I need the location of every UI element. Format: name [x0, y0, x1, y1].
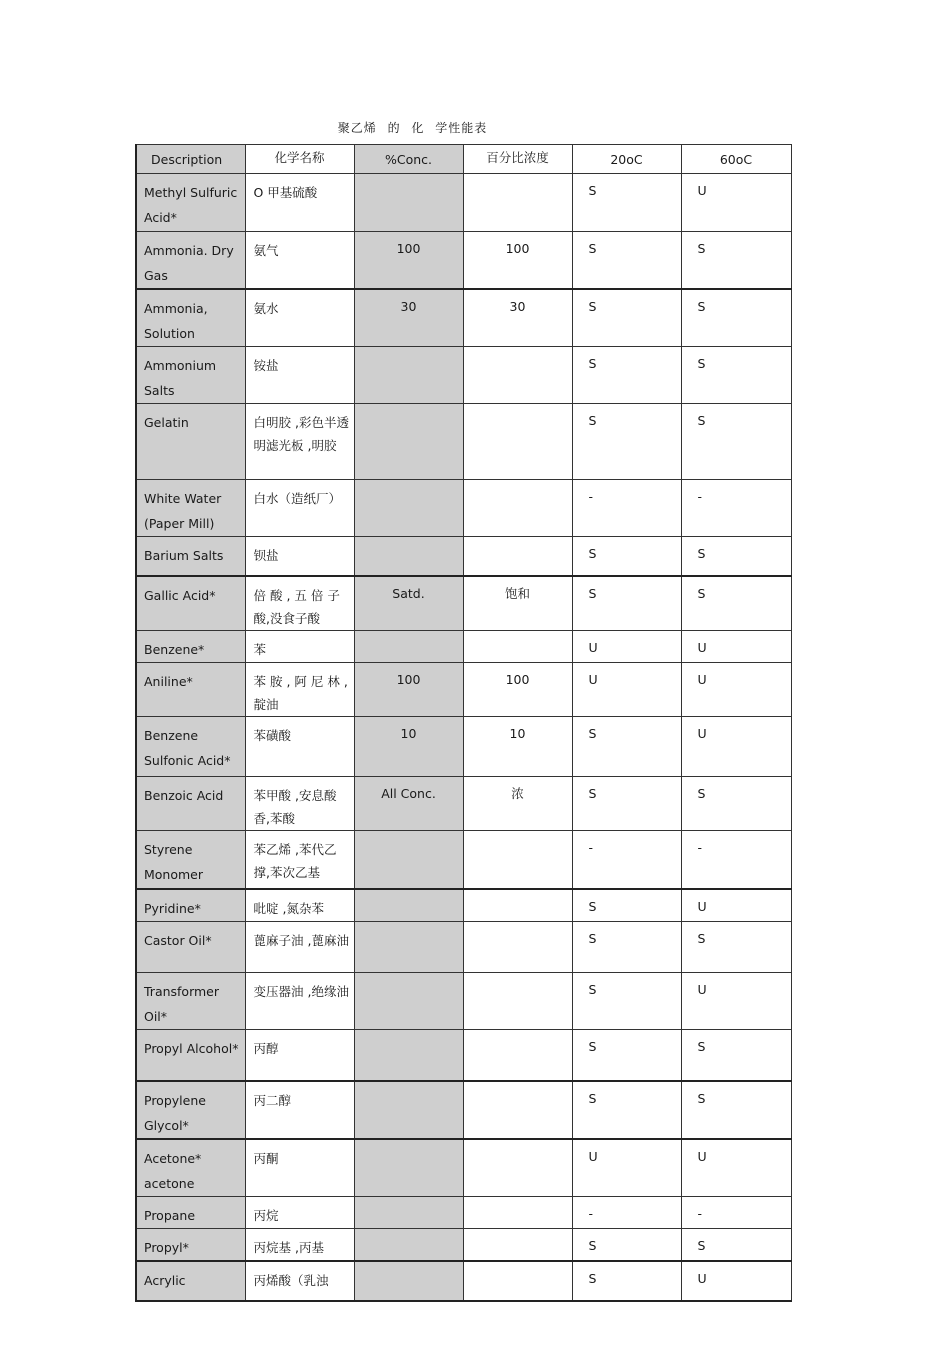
cell-conc — [354, 630, 463, 662]
table-row — [136, 716, 791, 776]
cell-chinese-name: 吡啶 ,氮杂苯 — [245, 889, 354, 922]
cell-conc-cn — [463, 630, 572, 662]
header-chinese-name: 化学名称 — [245, 145, 354, 174]
cell-conc — [354, 1030, 463, 1081]
cell-conc — [354, 404, 463, 480]
cell-conc-cn — [463, 1228, 572, 1261]
cell-chinese-name: 氨水 — [245, 289, 354, 347]
cell-description: Aniline* — [136, 662, 245, 716]
cell-chinese-name: 蓖麻子油 ,蓖麻油 — [245, 922, 354, 973]
cell-20c: U — [572, 1139, 681, 1197]
cell-description: Acrylic — [136, 1261, 245, 1301]
table-row — [136, 1261, 791, 1301]
cell-chinese-name: 变压器油 ,绝缘油 — [245, 973, 354, 1030]
cell-conc — [354, 480, 463, 537]
cell-conc-cn — [463, 174, 572, 232]
cell-description: Ammonia. Dry Gas — [136, 232, 245, 290]
cell-description: Propyl Alcohol* — [136, 1030, 245, 1081]
cell-description: Benzene Sulfonic Acid* — [136, 716, 245, 776]
cell-60c: U — [681, 1139, 791, 1197]
cell-description: Barium Salts — [136, 537, 245, 576]
cell-description: Gelatin — [136, 404, 245, 480]
cell-chinese-name: 苯 胺 , 阿 尼 林 , 靛油 — [245, 662, 354, 716]
cell-60c: S — [681, 289, 791, 347]
cell-60c: U — [681, 889, 791, 922]
cell-conc-cn — [463, 1081, 572, 1139]
cell-conc-cn — [463, 1139, 572, 1197]
cell-description: Ammonia, Solution — [136, 289, 245, 347]
cell-conc-cn — [463, 922, 572, 973]
cell-chinese-name: 苯磺酸 — [245, 716, 354, 776]
cell-20c: S — [572, 922, 681, 973]
cell-chinese-name: 白明胶 ,彩色半透明滤光板 ,明胶 — [245, 404, 354, 480]
cell-60c: S — [681, 537, 791, 576]
cell-60c: S — [681, 776, 791, 830]
cell-chinese-name: 丙烷基 ,丙基 — [245, 1228, 354, 1261]
cell-description: Styrene Monomer — [136, 830, 245, 889]
cell-conc: 30 — [354, 289, 463, 347]
cell-conc-cn: 100 — [463, 662, 572, 716]
cell-20c: S — [572, 1261, 681, 1301]
cell-description: Benzene* — [136, 630, 245, 662]
cell-60c: U — [681, 662, 791, 716]
table-row — [136, 576, 791, 631]
cell-conc: Satd. — [354, 576, 463, 631]
cell-20c: S — [572, 889, 681, 922]
cell-20c: U — [572, 662, 681, 716]
cell-conc-cn — [463, 404, 572, 480]
cell-60c: U — [681, 174, 791, 232]
cell-conc — [354, 537, 463, 576]
table-row — [136, 1081, 791, 1139]
cell-conc-cn — [463, 347, 572, 404]
cell-chinese-name: 苯 — [245, 630, 354, 662]
cell-20c: S — [572, 404, 681, 480]
cell-description: Acetone* acetone — [136, 1139, 245, 1197]
cell-60c: S — [681, 576, 791, 631]
cell-20c: S — [572, 232, 681, 290]
document-title: 聚乙烯 的 化 学性能表 — [337, 121, 488, 135]
cell-description: Transformer Oil* — [136, 973, 245, 1030]
cell-description: Ammonium Salts — [136, 347, 245, 404]
table-row — [136, 174, 791, 232]
cell-chinese-name: 钡盐 — [245, 537, 354, 576]
cell-20c: U — [572, 630, 681, 662]
cell-description: White Water (Paper Mill) — [136, 480, 245, 537]
table-row — [136, 1196, 791, 1228]
cell-chinese-name: 氨气 — [245, 232, 354, 290]
cell-60c: S — [681, 232, 791, 290]
cell-chinese-name: 丙酮 — [245, 1139, 354, 1197]
cell-conc — [354, 889, 463, 922]
header-row — [136, 145, 791, 174]
cell-chinese-name: 苯甲酸 ,安息酸香,苯酸 — [245, 776, 354, 830]
cell-conc-cn — [463, 973, 572, 1030]
cell-20c: - — [572, 1196, 681, 1228]
chemical-resistance-table — [135, 144, 792, 1302]
cell-description: Propylene Glycol* — [136, 1081, 245, 1139]
cell-20c: - — [572, 480, 681, 537]
cell-conc: 100 — [354, 662, 463, 716]
cell-60c: S — [681, 922, 791, 973]
table-row — [136, 347, 791, 404]
table-row — [136, 289, 791, 347]
cell-conc-cn — [463, 537, 572, 576]
cell-conc — [354, 1228, 463, 1261]
cell-conc-cn — [463, 1261, 572, 1301]
cell-20c: S — [572, 1081, 681, 1139]
cell-20c: S — [572, 537, 681, 576]
cell-chinese-name: 丙二醇 — [245, 1081, 354, 1139]
cell-60c: U — [681, 1261, 791, 1301]
cell-conc-cn: 10 — [463, 716, 572, 776]
cell-chinese-name: 丙醇 — [245, 1030, 354, 1081]
cell-conc-cn — [463, 480, 572, 537]
table-row — [136, 537, 791, 576]
cell-chinese-name: 苯乙烯 ,苯代乙撑,苯次乙基 — [245, 830, 354, 889]
table-row — [136, 404, 791, 480]
cell-conc — [354, 922, 463, 973]
cell-60c: - — [681, 480, 791, 537]
cell-conc: 10 — [354, 716, 463, 776]
header-20c: 20oC — [572, 145, 681, 174]
table-row — [136, 776, 791, 830]
cell-description: Methyl Sulfuric Acid* — [136, 174, 245, 232]
cell-conc — [354, 174, 463, 232]
cell-description: Pyridine* — [136, 889, 245, 922]
cell-60c: U — [681, 973, 791, 1030]
cell-chinese-name: 丙烷 — [245, 1196, 354, 1228]
table-row — [136, 630, 791, 662]
cell-20c: S — [572, 289, 681, 347]
cell-20c: S — [572, 716, 681, 776]
cell-20c: S — [572, 1030, 681, 1081]
cell-conc — [354, 1196, 463, 1228]
cell-conc-cn — [463, 1030, 572, 1081]
header-conc: %Conc. — [354, 145, 463, 174]
cell-conc-cn: 30 — [463, 289, 572, 347]
cell-description: Propane — [136, 1196, 245, 1228]
table-row — [136, 830, 791, 889]
cell-description: Benzoic Acid — [136, 776, 245, 830]
cell-chinese-name: O 甲基硫酸 — [245, 174, 354, 232]
cell-60c: S — [681, 1081, 791, 1139]
header-conc-cn: 百分比浓度 — [463, 145, 572, 174]
cell-20c: - — [572, 830, 681, 889]
cell-60c: S — [681, 1228, 791, 1261]
table-row — [136, 480, 791, 537]
table-row — [136, 232, 791, 290]
table-row — [136, 1030, 791, 1081]
table-row — [136, 662, 791, 716]
cell-conc — [354, 1261, 463, 1301]
cell-conc — [354, 347, 463, 404]
cell-60c: S — [681, 347, 791, 404]
cell-conc-cn: 100 — [463, 232, 572, 290]
cell-description: Gallic Acid* — [136, 576, 245, 631]
table-row — [136, 1228, 791, 1261]
cell-20c: S — [572, 973, 681, 1030]
cell-conc-cn — [463, 830, 572, 889]
cell-20c: S — [572, 576, 681, 631]
cell-chinese-name: 白水（造纸厂） — [245, 480, 354, 537]
cell-60c: S — [681, 1030, 791, 1081]
table-row — [136, 1139, 791, 1197]
cell-60c: U — [681, 716, 791, 776]
cell-conc: 100 — [354, 232, 463, 290]
cell-20c: S — [572, 174, 681, 232]
cell-conc: All Conc. — [354, 776, 463, 830]
cell-description: Castor Oil* — [136, 922, 245, 973]
table-row — [136, 922, 791, 973]
cell-conc — [354, 830, 463, 889]
cell-60c: - — [681, 830, 791, 889]
table-row — [136, 973, 791, 1030]
cell-chinese-name: 倍 酸 , 五 倍 子 酸,没食子酸 — [245, 576, 354, 631]
cell-conc-cn: 浓 — [463, 776, 572, 830]
cell-conc-cn — [463, 1196, 572, 1228]
cell-60c: - — [681, 1196, 791, 1228]
cell-60c: U — [681, 630, 791, 662]
cell-conc-cn: 饱和 — [463, 576, 572, 631]
cell-20c: S — [572, 1228, 681, 1261]
cell-20c: S — [572, 776, 681, 830]
cell-conc — [354, 1081, 463, 1139]
cell-chinese-name: 铵盐 — [245, 347, 354, 404]
header-60c: 60oC — [681, 145, 791, 174]
cell-chinese-name: 丙烯酸（乳浊 — [245, 1261, 354, 1301]
cell-60c: S — [681, 404, 791, 480]
cell-conc-cn — [463, 889, 572, 922]
cell-description: Propyl* — [136, 1228, 245, 1261]
cell-20c: S — [572, 347, 681, 404]
cell-conc — [354, 1139, 463, 1197]
table-row — [136, 889, 791, 922]
cell-conc — [354, 973, 463, 1030]
header-description: Description — [136, 145, 245, 174]
